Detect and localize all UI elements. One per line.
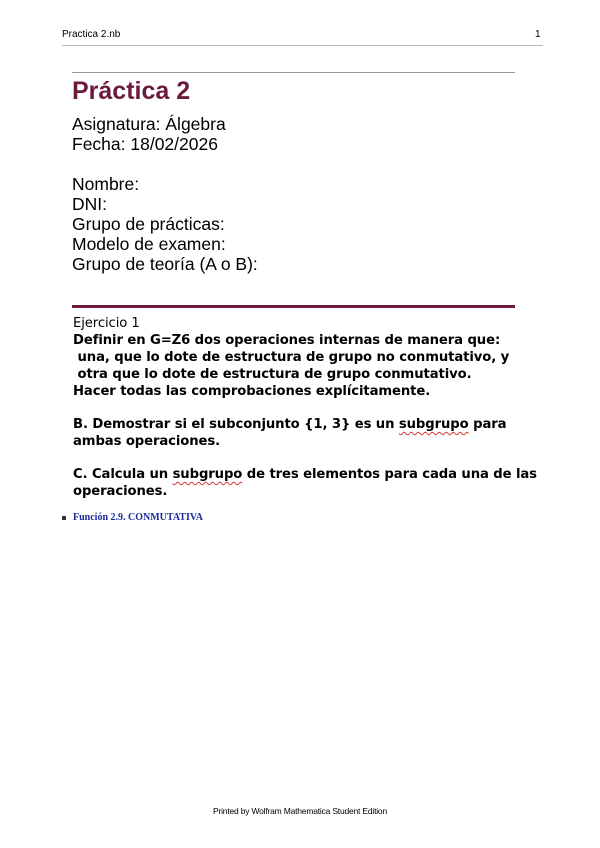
header-divider [62,45,543,46]
info-spacer [72,154,258,174]
spellcheck-word: subgrupo [172,467,243,482]
part-b-line: ambas operaciones. [73,434,221,449]
student-info-block [72,114,258,274]
header-page-number: 1 [535,29,541,40]
exercise-cell[interactable] [73,315,537,500]
part-b-text: para [468,417,507,432]
section-divider [72,305,515,308]
exercise-text-line: otra que lo dote de estructura de grupo conmutativo. [73,367,472,382]
exercise-text-line: Hacer todas las comprobaciones explícitamente. [73,384,431,399]
header-filename: Practica 2.nb [62,29,121,40]
section-link-label: Función 2.9. CONMUTATIVA [73,512,204,523]
exercise-spacer [73,450,537,466]
spellcheck-word: subgrupo [398,417,469,432]
subject-line: Asignatura: Álgebra [72,114,226,134]
title-top-divider [72,72,515,73]
part-b-line [73,416,537,433]
date-line: Fecha: 18/02/2026 [72,134,218,154]
exercise-spacer [73,400,537,416]
exercise-heading: Ejercicio 1 [73,316,140,331]
cell-bracket-icon [62,516,66,520]
part-c-line [73,466,537,483]
dni-field-label: DNI: [72,194,107,214]
part-b-text: B. Demostrar si el subconjunto {1, 3} es un [73,417,399,432]
name-field-label: Nombre: [72,174,140,194]
exercise-text-line: una, que lo dote de estructura de grupo no conmutativo, y [73,350,510,365]
page-footer: Printed by Wolfram Mathematica Student Edition [213,806,387,816]
part-c-text: de tres elementos para cada una de las [242,467,537,482]
collapsed-section-link[interactable] [62,512,203,523]
part-c-text: C. Calcula un [73,467,173,482]
exercise-text-line: Definir en G=Z6 dos operaciones internas de manera que: [73,333,501,348]
practice-group-field-label: Grupo de prácticas: [72,214,225,234]
exam-model-field-label: Modelo de examen: [72,234,226,254]
page-header [0,0,600,45]
page-title: Práctica 2 [72,77,191,105]
part-c-line: operaciones. [73,484,168,499]
theory-group-field-label: Grupo de teoría (A o B): [72,254,258,274]
